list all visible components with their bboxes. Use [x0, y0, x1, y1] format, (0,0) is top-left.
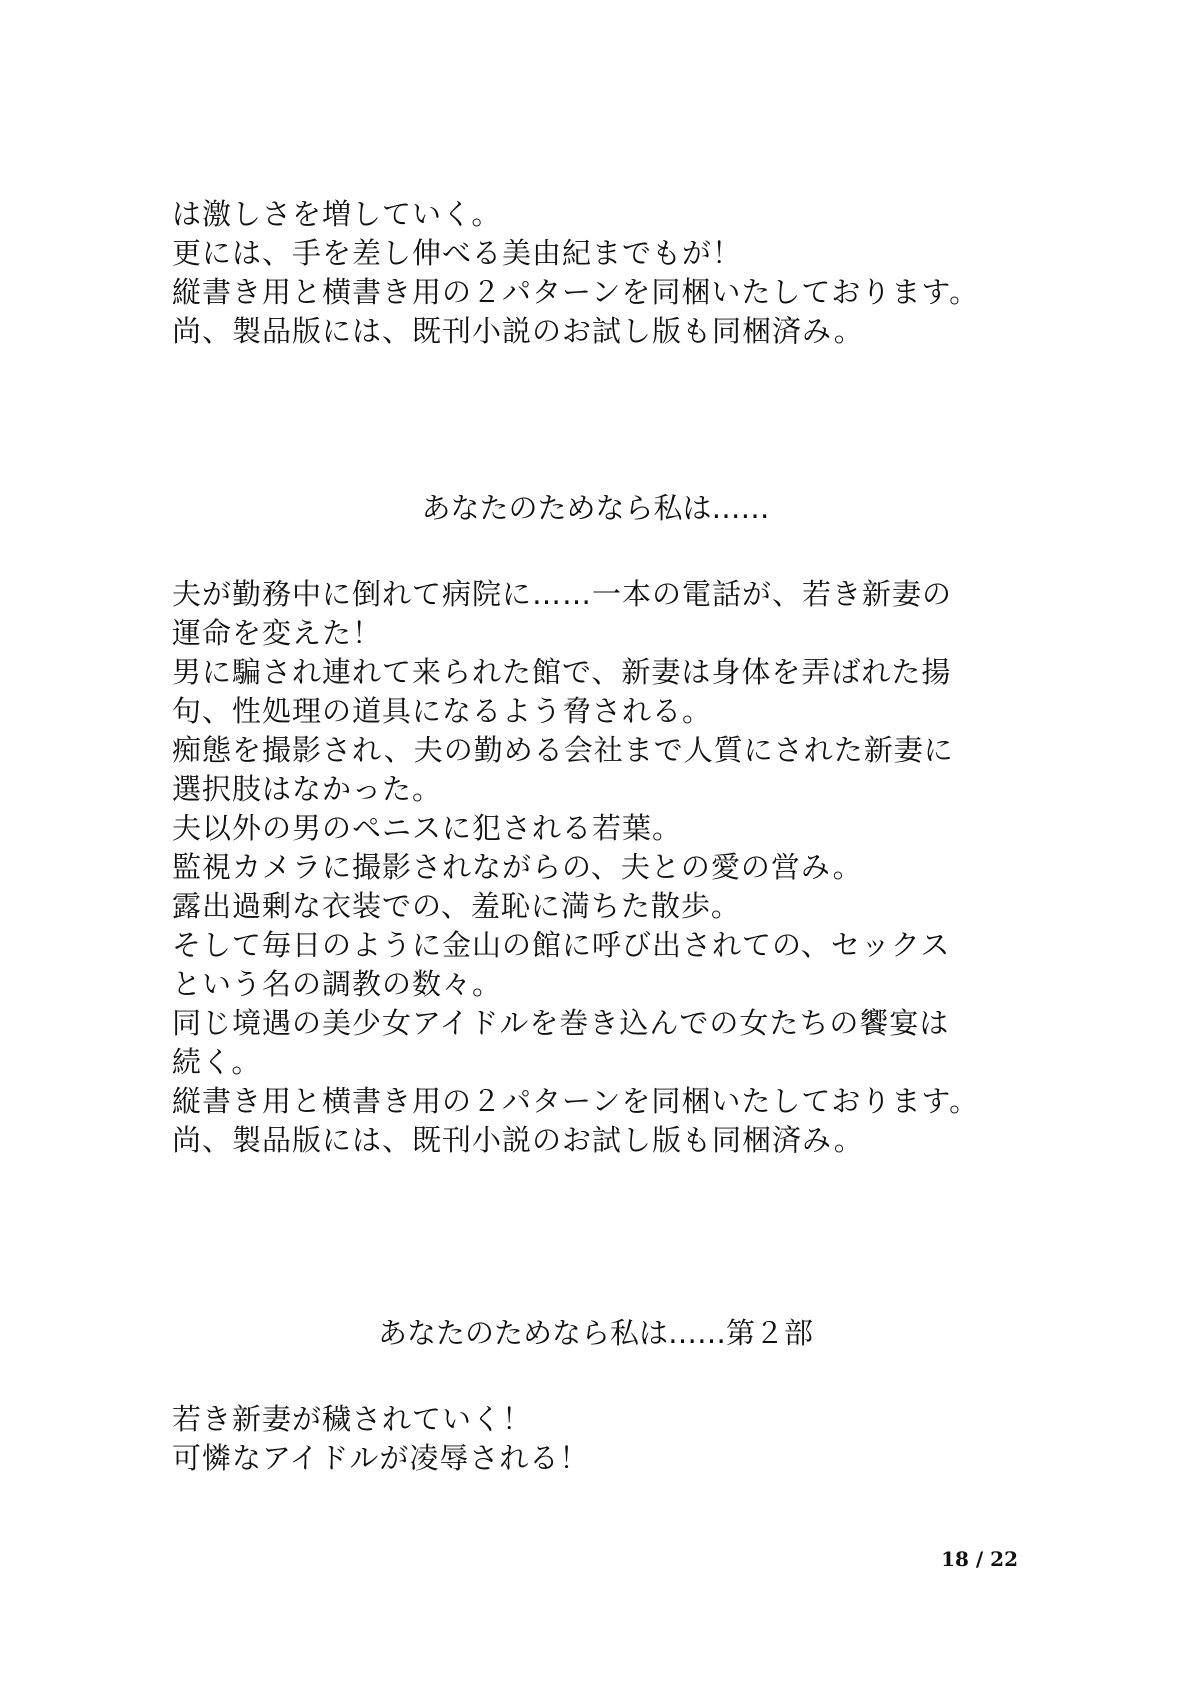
text-line: 可憐なアイドルが凌辱される！ — [172, 1441, 590, 1475]
synopsis-paragraph — [172, 1400, 1052, 1478]
text-line: 縦書き用と横書き用の２パターンを同梱いたしております。 — [172, 275, 980, 309]
text-line: という名の調教の数々。 — [172, 967, 503, 1001]
text-line: 露出過剰な衣装での、羞恥に満ちた散歩。 — [172, 889, 741, 923]
text-line: 続く。 — [172, 1045, 262, 1079]
section-title: あなたのためなら私は……第２部 — [377, 1316, 813, 1350]
intro-paragraph — [172, 195, 1052, 351]
text-line: は激しさを増していく。 — [172, 197, 502, 231]
text-line: 男に騙され連れて来られた館で、新妻は身体を弄ばれた揚 — [172, 655, 952, 689]
section-title: あなたのためなら私は…… — [421, 491, 770, 525]
text-line: 痴態を撮影され、夫の勤める会社まで人質にされた新妻に — [172, 733, 954, 767]
text-line: 若き新妻が穢されていく！ — [172, 1402, 533, 1436]
text-line: 縦書き用と横書き用の２パターンを同梱いたしております。 — [172, 1084, 980, 1118]
text-line: 更には、手を差し伸べる美由紀までもが！ — [172, 236, 743, 270]
text-line: 夫が勤務中に倒れて病院に……一本の電話が、若き新妻の — [172, 577, 953, 611]
text-line: 同じ境遇の美少女アイドルを巻き込んでの女たちの饗宴は — [172, 1006, 950, 1040]
text-line: 運命を変えた！ — [172, 616, 383, 650]
page-number: 18 / 22 — [941, 1547, 1018, 1571]
text-line: 監視カメラに撮影されながらの、夫との愛の営み。 — [172, 850, 863, 884]
text-line: 選択肢はなかった。 — [172, 772, 443, 806]
synopsis-paragraph — [172, 575, 1052, 1160]
text-line: そして毎日のように金山の館に呼び出されての、セックス — [172, 928, 951, 962]
text-line: 尚、製品版には、既刊小説のお試し版も同梱済み。 — [172, 1123, 864, 1157]
text-line: 句、性処理の道具になるよう脅される。 — [172, 694, 713, 728]
text-line: 尚、製品版には、既刊小説のお試し版も同梱済み。 — [172, 314, 864, 348]
text-line: 夫以外の男のペニスに犯される若葉。 — [172, 811, 683, 845]
